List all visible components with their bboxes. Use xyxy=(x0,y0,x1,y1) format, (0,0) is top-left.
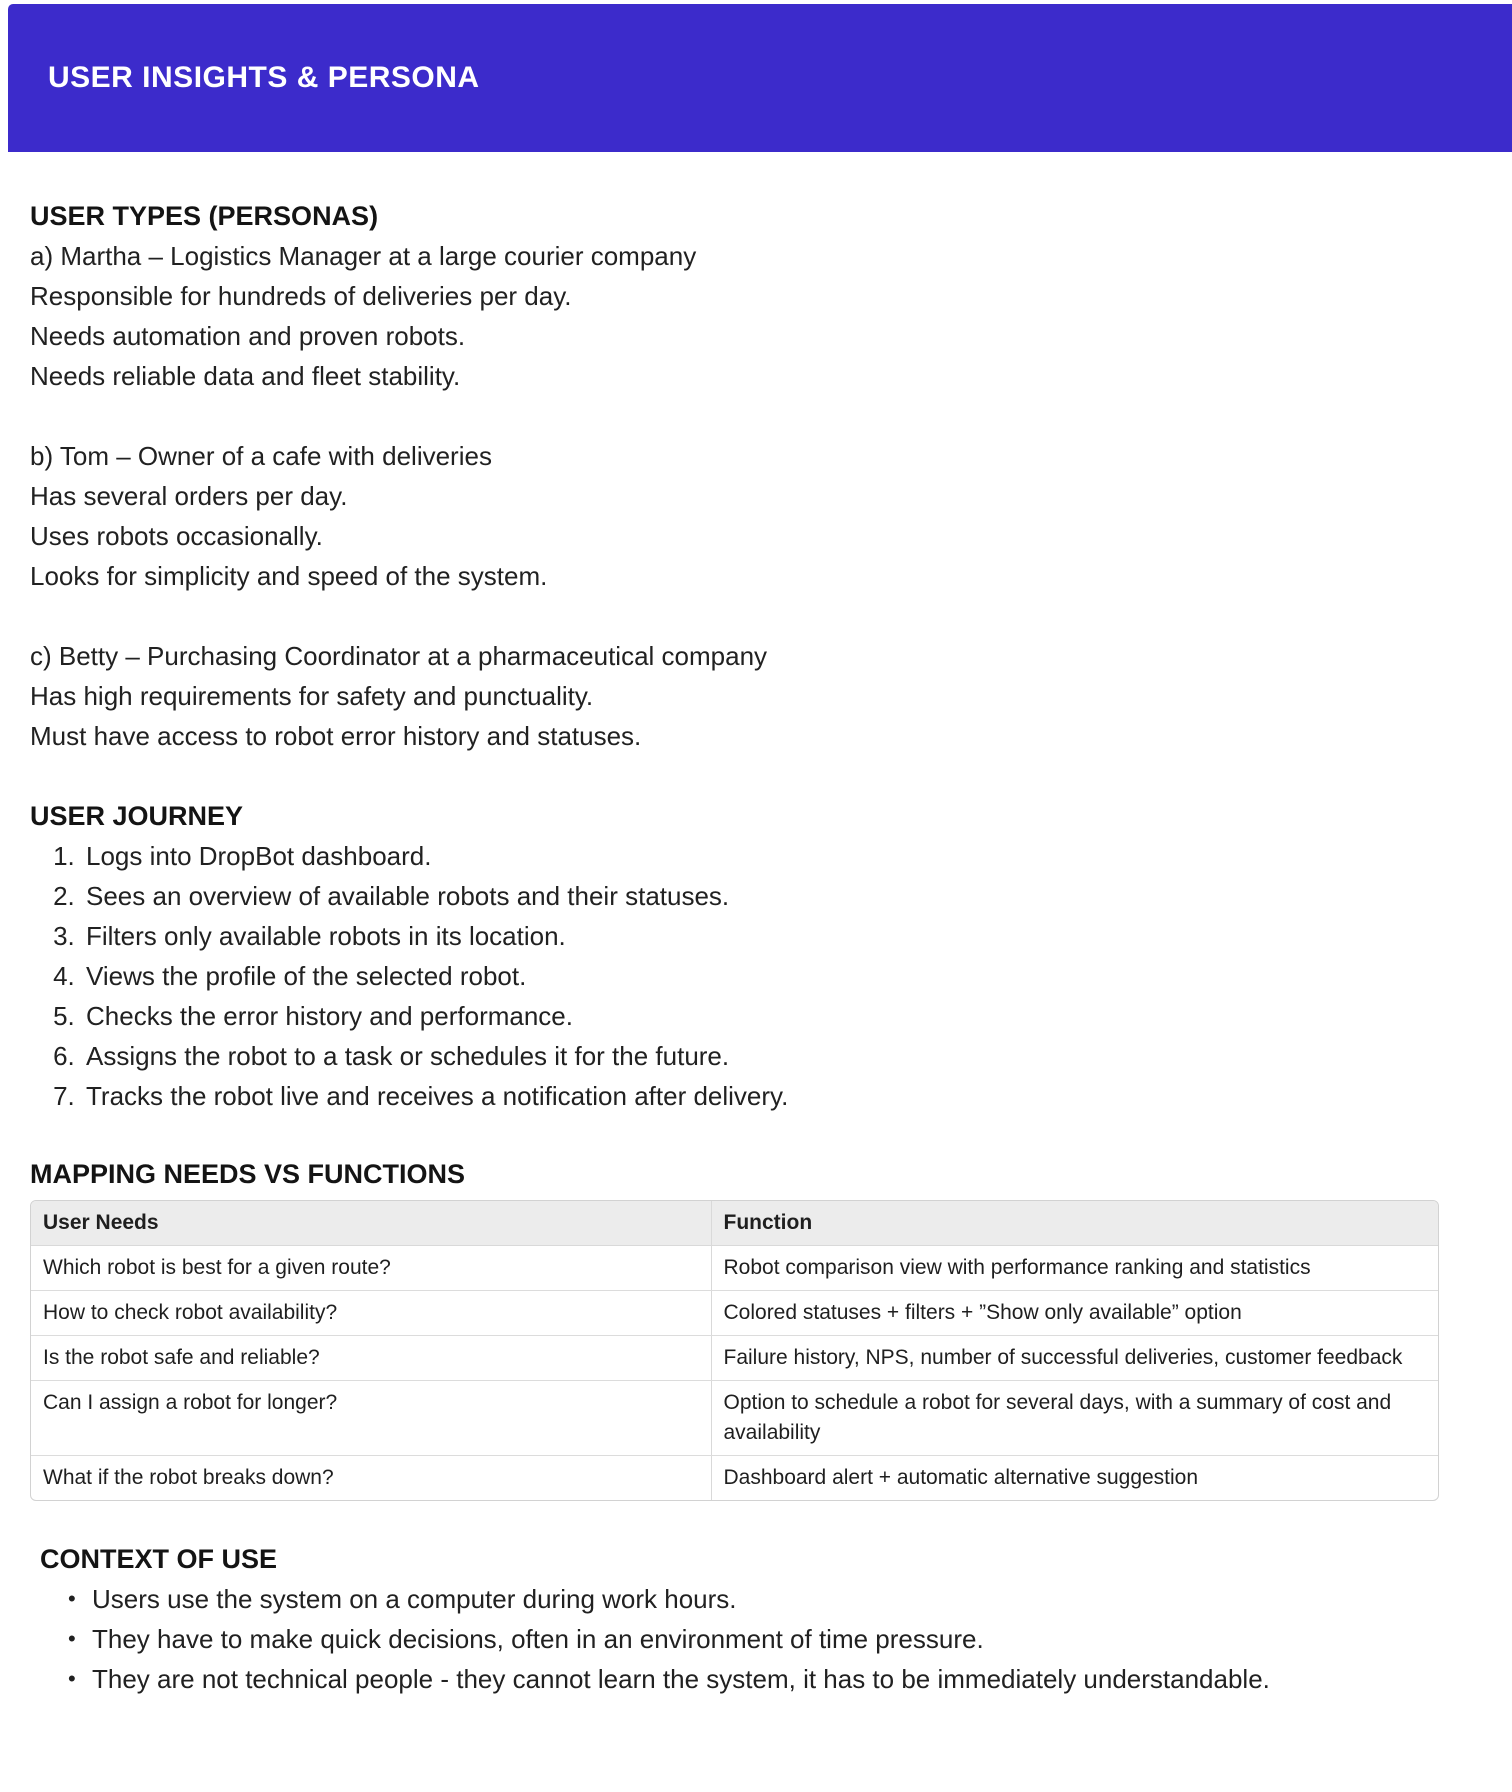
persona-block-martha xyxy=(30,236,1482,396)
persona-line: a) Martha – Logistics Manager at a large courier company xyxy=(30,241,697,271)
persona-block-tom xyxy=(30,436,1482,596)
spacer xyxy=(30,396,1482,436)
journey-step: 7. Tracks the robot live and receives a notification after delivery. xyxy=(82,1076,1482,1116)
persona-line: Must have access to robot error history and statuses. xyxy=(30,721,642,751)
section-header-banner xyxy=(8,4,1512,152)
page-content xyxy=(0,196,1512,1699)
heading-mapping-needs: MAPPING NEEDS VS FUNCTIONS xyxy=(30,1159,466,1189)
persona-line: Has several orders per day. xyxy=(30,481,348,511)
user-need-cell: Which robot is best for a given route? xyxy=(31,1246,711,1291)
needs-functions-table xyxy=(30,1200,1439,1501)
table-row xyxy=(31,1291,1438,1336)
persona-line: Has high requirements for safety and punctuality. xyxy=(30,681,594,711)
function-cell: Robot comparison view with performance ranking and statistics xyxy=(711,1246,1438,1291)
persona-line: Needs automation and proven robots. xyxy=(30,321,466,351)
persona-block-betty xyxy=(30,636,1482,756)
persona-line: Needs reliable data and fleet stability. xyxy=(30,361,461,391)
user-need-cell: Can I assign a robot for longer? xyxy=(31,1381,711,1456)
journey-step: 1. Logs into DropBot dashboard. xyxy=(82,836,1482,876)
persona-line: c) Betty – Purchasing Coordinator at a pharmaceutical company xyxy=(30,641,768,671)
journey-step: 5. Checks the error history and performance. xyxy=(82,996,1482,1036)
journey-step: 6. Assigns the robot to a task or schedules it for the future. xyxy=(82,1036,1482,1076)
context-bullet: • They have to make quick decisions, often in an environment of time pressure. xyxy=(58,1619,1482,1659)
heading-context-of-use: CONTEXT OF USE xyxy=(40,1544,278,1574)
table-row xyxy=(31,1246,1438,1291)
journey-step: 2. Sees an overview of available robots and their statuses. xyxy=(82,876,1482,916)
user-need-cell: How to check robot availability? xyxy=(31,1291,711,1336)
context-bullet-list xyxy=(30,1579,1482,1699)
persona-line: Looks for simplicity and speed of the system. xyxy=(30,561,548,591)
page-title: USER INSIGHTS & PERSONA xyxy=(48,61,480,94)
function-cell: Dashboard alert + automatic alternative suggestion xyxy=(711,1456,1438,1501)
table-row xyxy=(31,1456,1438,1501)
persona-line: Uses robots occasionally. xyxy=(30,521,323,551)
table-header-row xyxy=(31,1201,1438,1246)
persona-line: Responsible for hundreds of deliveries per day. xyxy=(30,281,572,311)
heading-user-journey: USER JOURNEY xyxy=(30,801,244,831)
context-bullet: • Users use the system on a computer during work hours. xyxy=(58,1579,1482,1619)
persona-line: b) Tom – Owner of a cafe with deliveries xyxy=(30,441,492,471)
column-header-user-needs: User Needs xyxy=(31,1201,711,1246)
context-bullet: • They are not technical people - they cannot learn the system, it has to be immediately understandable. xyxy=(58,1659,1482,1699)
user-need-cell: Is the robot safe and reliable? xyxy=(31,1336,711,1381)
table-row xyxy=(31,1336,1438,1381)
journey-step: 3. Filters only available robots in its location. xyxy=(82,916,1482,956)
journey-step: 4. Views the profile of the selected robot. xyxy=(82,956,1482,996)
user-need-cell: What if the robot breaks down? xyxy=(43,1466,334,1489)
function-cell: Colored statuses + filters + ”Show only available” option xyxy=(711,1291,1438,1336)
function-cell: Failure history, NPS, number of successful deliveries, customer feedback xyxy=(711,1336,1438,1381)
table-row xyxy=(31,1381,1438,1456)
spacer xyxy=(30,596,1482,636)
column-header-function: Function xyxy=(711,1201,1438,1246)
journey-step-list xyxy=(30,836,1482,1116)
heading-user-types: USER TYPES (PERSONAS) xyxy=(30,201,379,231)
function-cell: Option to schedule a robot for several days, with a summary of cost and availability xyxy=(711,1381,1438,1456)
